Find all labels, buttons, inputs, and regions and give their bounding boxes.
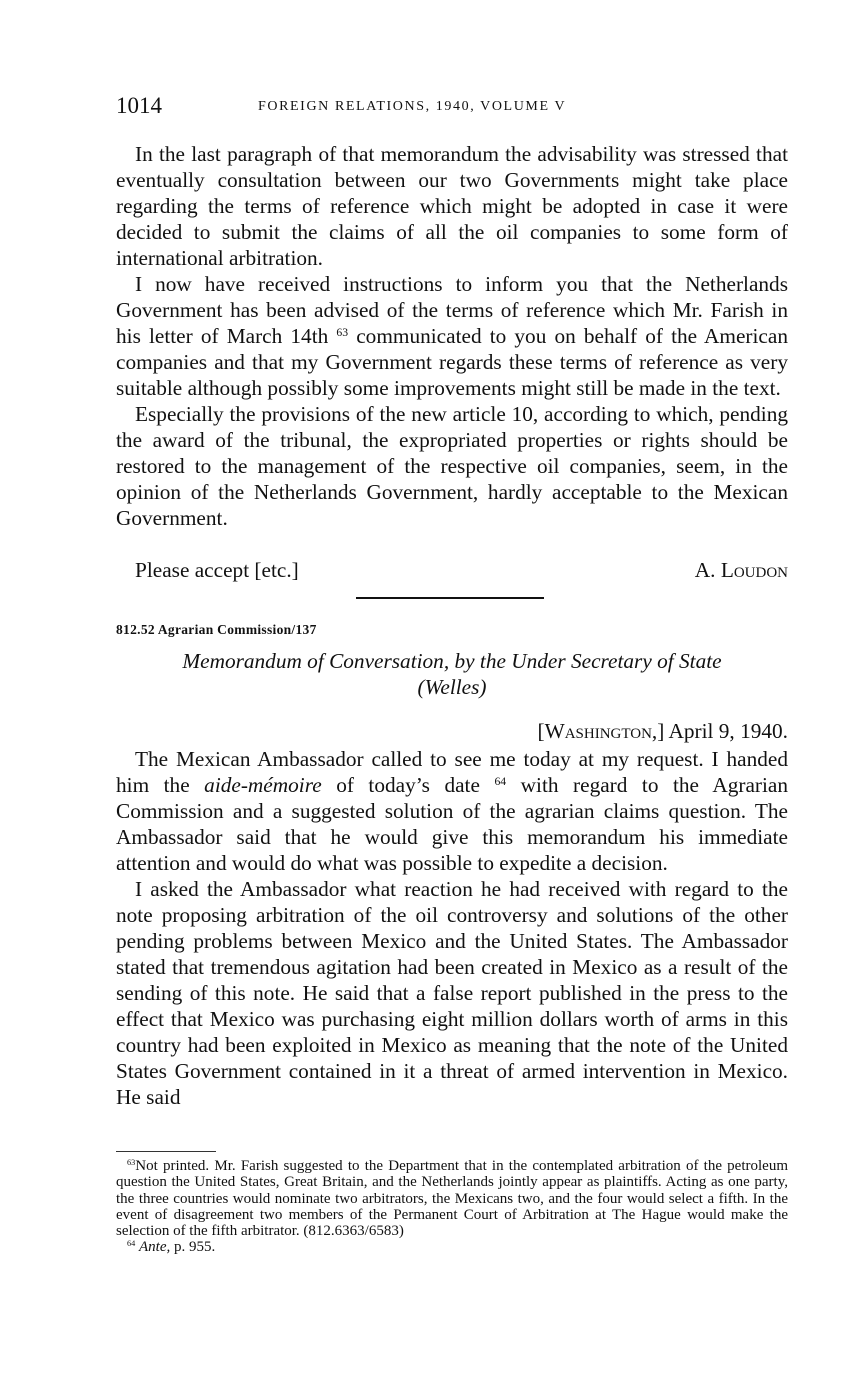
letter-paragraph: I now have received instructions to inform you that the Netherlands Government has been advised of the terms of reference which Mr. Farish in his letter of March 14th $^{63}$ communicated to you on behalf of the American companies and that my Government regards these terms of reference as very suitable although possibly some improvements might still be made in the text. bbox=[116, 272, 788, 400]
file-number: 812.52 Agrarian Commission/137 bbox=[116, 622, 317, 637]
running-head: FOREIGN RELATIONS, 1940, VOLUME V bbox=[258, 99, 567, 114]
footnote-63: $^{63}$Not printed. Mr. Farish suggested to the Department that in the contemplated arbitration of the petroleum question the United States, Great Britain, and the Netherlands jointly appear as plaintiffs. Acting as one party, the three countries would nominate two arbitrators, the Mexicans two, and the four would select a fifth. In the event of disagreement two members of the Permanent Court of Arbitration at The Hague would make the selection of the fifth arbitrator. (812.6363/6583) bbox=[116, 1158, 788, 1240]
footnote-ref-64: 64 bbox=[494, 774, 507, 788]
memo-paragraph: I asked the Ambassador what reaction he had received with regard to the note proposing arbitration of the oil controversy and solutions of the other pending problems between Mexico and the United States. The Ambassador stated that tremendous agitation had been created in Mexico as a result of the sending of this note. He said that a false report published in the press to the effect that Mexico was purchasing eight million dollars worth of arms in this country had been exploited in Mexico as meaning that the note of the United States Government contained in it a threat of armed intervention in Mexico. He said bbox=[116, 877, 788, 1109]
letter-paragraph: Especially the provisions of the new article 10, according to which, pending the award of the tribunal, the expropriated properties or rights should be restored to the management of the respective oil companies, seem, in the opinion of the Netherlands Government, hardly acceptable to the Mexican Government. bbox=[116, 402, 788, 530]
page-number: 1014 bbox=[116, 93, 162, 118]
letter-paragraph: In the last paragraph of that memorandum the advisability was stressed that eventually consultation between our two Governments might take place regarding the terms of reference which might be adopted in case it were decided to submit the claims of all the oil companies to some form of international arbitration. bbox=[116, 142, 788, 270]
memo-title: Memorandum of Conversation, by the Under Secretary of State (Welles) bbox=[182, 649, 722, 699]
signature: A. Loudon bbox=[694, 558, 788, 582]
closing-text: Please accept [etc.] bbox=[135, 558, 299, 582]
footnote-64: $^{64}$ Ante, p. 955. bbox=[127, 1239, 216, 1256]
memo-body bbox=[116, 746, 788, 1110]
page-header bbox=[116, 93, 788, 123]
footnote-divider bbox=[116, 1151, 216, 1152]
closing-line bbox=[135, 557, 788, 583]
footnote-ref-63: 63 bbox=[336, 325, 349, 339]
letter-body bbox=[116, 141, 788, 531]
memo-paragraph: The Mexican Ambassador called to see me today at my request. I handed him the aide-mémoire of today’s date $^{64}$ with regard to the Agrarian Commission and a suggested solution of the agrarian claims question. The Ambassador said that he would give this memorandum his immediate attention and would do what was possible to expedite a decision. bbox=[116, 747, 789, 875]
section-divider bbox=[356, 597, 544, 599]
footnotes bbox=[116, 1158, 788, 1256]
dateline: [Washington,] April 9, 1940. bbox=[537, 719, 788, 743]
